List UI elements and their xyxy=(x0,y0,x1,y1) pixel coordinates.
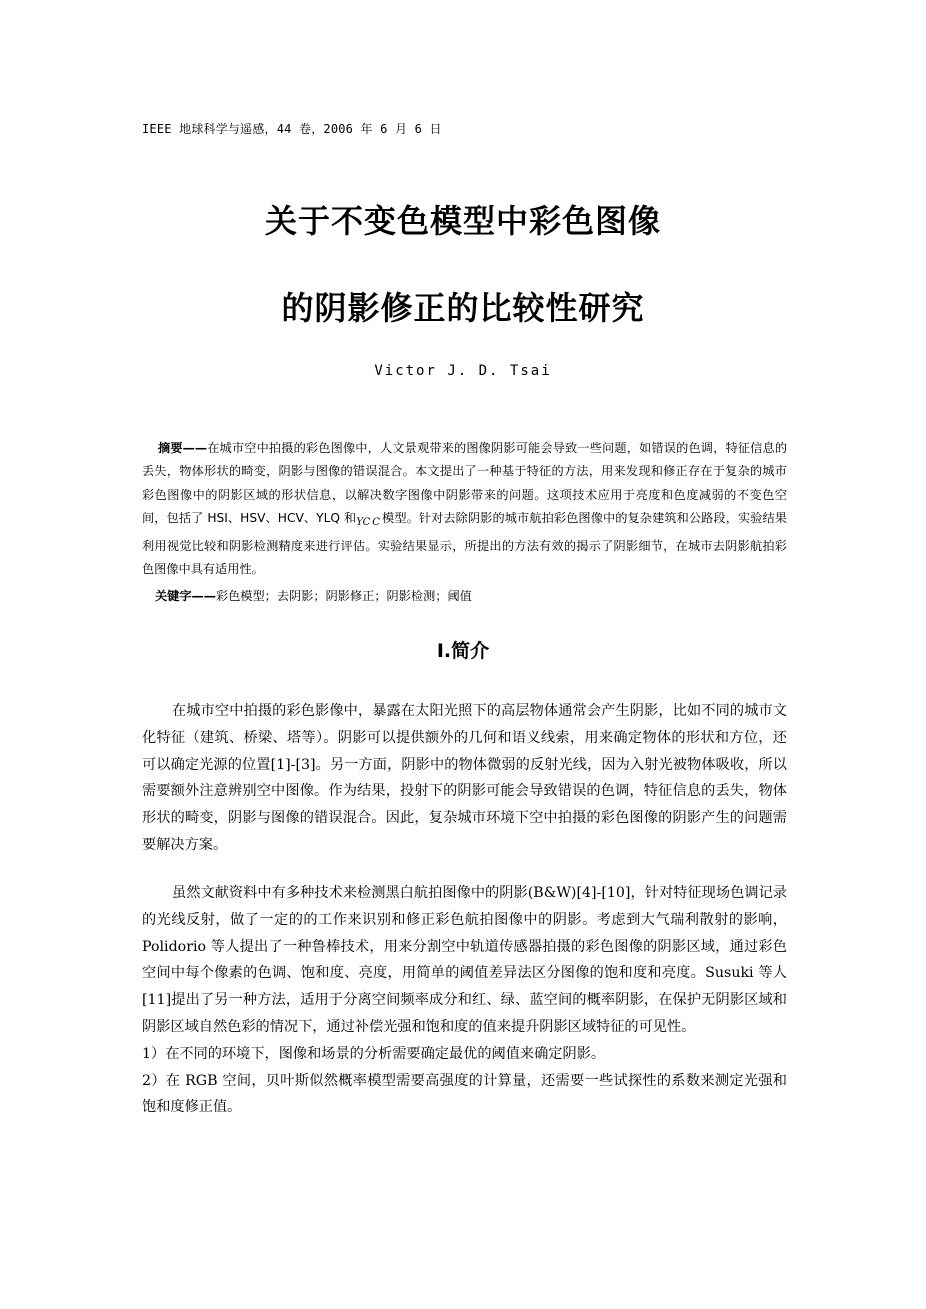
list-item: 2）在 RGB 空间，贝叶斯似然概率模型需要高强度的计算量，还需要一些试探性的系数来测定光强和饱和度修正值。 xyxy=(142,1072,787,1116)
keywords-text: 彩色模型；去阴影；阴影修正；阴影检测；阈值 xyxy=(215,589,472,603)
keywords xyxy=(142,585,787,608)
intro-body-1 xyxy=(142,698,787,859)
paragraph: 虽然文献资料中有多种技术来检测黑白航拍图像中的阴影(B&W)[4]-[10]，针对特征现场色调记录的光线反射，做了一定的的工作来识别和修正彩色航拍图像中的阴影。考虑到大气瑞利散射的影响，Polidorio 等人提出了一种鲁棒技术，用来分割空中轨道传感器拍摄的彩色图像的阴影区域，通过彩色空间中每个像素的色调、饱和度、亮度，用简单的阈值差异法区分图像的饱和度和亮度。Susuki 等人[11]提出了另一种方法，适用于分离空间频率成分和红、绿、蓝空间的概率阴影，在保护无阴影区域和阴影区域自然色彩的情况下，通过补偿光强和饱和度的值来提升阴影区域特征的可见性。 xyxy=(142,885,787,1035)
abstract-text-part-1: 在城市空中拍摄的彩色图像中，人文景观带来的图像阴影可能会导致一些问题，如错误的色调，特征信息的丢失，物体形状的畸变，阴影与图像的错误混合。本文提出了一种基于特征的方法，用来发现和修正存在于复杂的城市彩色图像中的阴影区域的形状信息，以解决数字图像中阴影带来的问题。这项技术应用于亮度和色度减弱的不变色空间，包括了 HSI、HSV、HCV、YLQ 和 xyxy=(142,441,788,526)
journal-header: IEEE 地球科学与遥感，44 卷，2006 年 6 月 6 日 xyxy=(142,122,442,136)
author-name: Victor J. D. Tsai xyxy=(374,363,552,379)
abstract-text-part-2: 模型。针对去除阴影的城市航拍彩色图像中的复杂建筑和公路段，实验结果利用视觉比较和阴影检测精度来进行评估。实验结果显示，所提出的方法有效的揭示了阴影细节，在城市去阴影航拍彩色图像中具有适用性。 xyxy=(142,511,787,577)
keywords-label: 关键字—— xyxy=(155,589,216,603)
model-subscript: YC C xyxy=(356,517,382,529)
list-item: 1）在不同的环境下，图像和场景的分析需要确定最优的阈值来确定阴影。 xyxy=(142,1045,606,1062)
section-heading-introduction: I.简介 xyxy=(436,640,490,662)
intro-body-2 xyxy=(142,880,787,1121)
paper-title-line-2: 的阴影修正的比较性研究 xyxy=(281,289,645,327)
paper-title-line-1: 关于不变色模型中彩色图像 xyxy=(264,202,661,240)
paragraph: 在城市空中拍摄的彩色影像中，暴露在太阳光照下的高层物体通常会产生阴影，比如不同的城市文化特征（建筑、桥梁、塔等）。阴影可以提供额外的几何和语义线索，用来确定物体的形状和方位，还可以确定光源的位置[1]-[3]。另一方面，阴影中的物体微弱的反射光线，因为入射光被物体吸收，所以需要额外注意辨别空中图像。作为结果，投射下的阴影可能会导致错误的色调，特征信息的丢失，物体形状的畸变，阴影与图像的错误混合。因此，复杂城市环境下空中拍摄的彩色图像的阴影产生的问题需要解决方案。 xyxy=(142,703,787,853)
abstract xyxy=(142,437,787,581)
abstract-label: 摘要—— xyxy=(158,441,208,455)
